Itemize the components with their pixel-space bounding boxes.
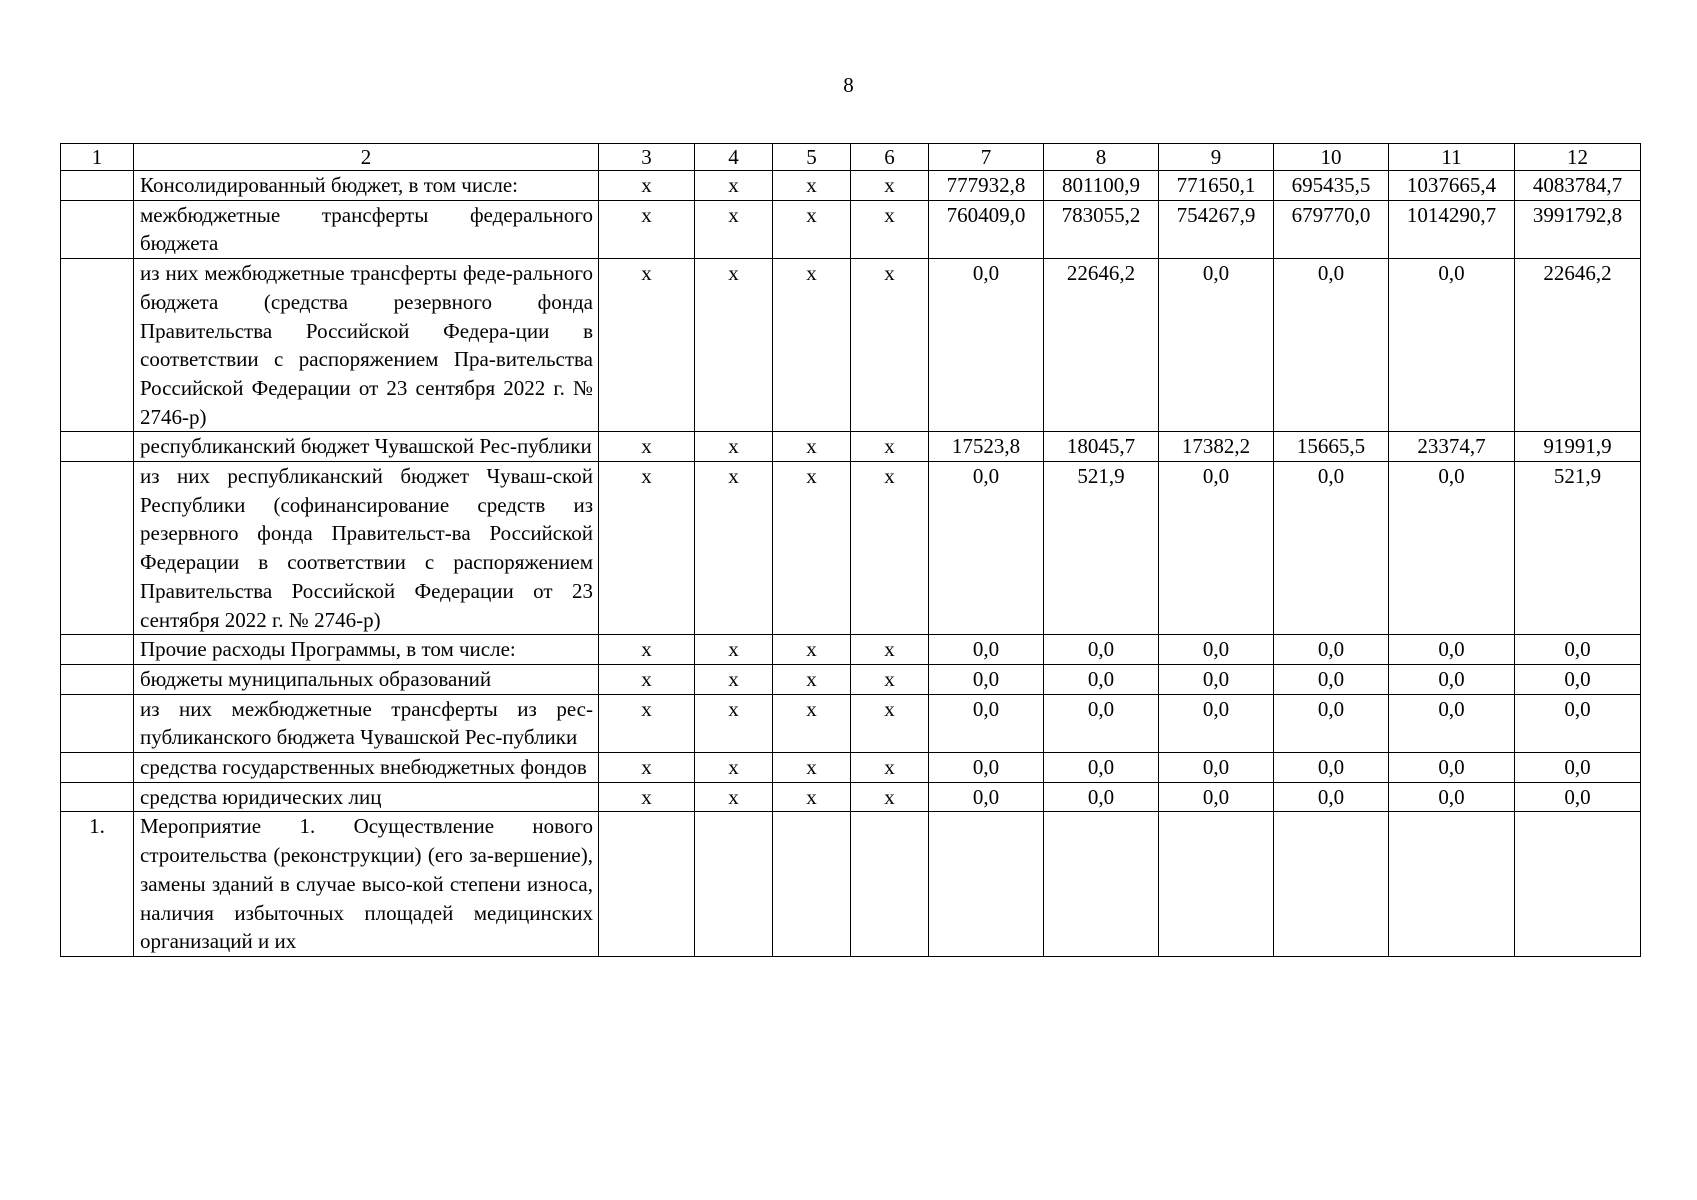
header-cell-4: 4 <box>695 144 773 171</box>
row-code-cell: х <box>695 635 773 665</box>
row-code-cell: х <box>695 259 773 432</box>
row-code-cell: х <box>695 664 773 694</box>
row-value-cell: 22646,2 <box>1515 259 1641 432</box>
row-value-cell: 0,0 <box>929 782 1044 812</box>
row-value-cell: 0,0 <box>1159 462 1274 635</box>
row-code-cell: х <box>851 259 929 432</box>
row-value-cell: 679770,0 <box>1274 200 1389 258</box>
row-value-cell: 0,0 <box>1159 635 1274 665</box>
table-row <box>61 782 1641 812</box>
row-number-cell <box>61 462 134 635</box>
row-code-cell: х <box>773 171 851 201</box>
row-value-cell: 783055,2 <box>1044 200 1159 258</box>
row-code-cell: х <box>851 462 929 635</box>
row-code-cell: х <box>773 694 851 752</box>
header-cell-11: 11 <box>1389 144 1515 171</box>
row-code-cell: х <box>599 200 695 258</box>
row-value-cell: 0,0 <box>1515 664 1641 694</box>
header-cell-8: 8 <box>1044 144 1159 171</box>
row-description-cell: бюджеты муниципальных образований <box>134 664 599 694</box>
row-code-cell: х <box>851 432 929 462</box>
row-value-cell: 0,0 <box>929 694 1044 752</box>
row-number-cell <box>61 664 134 694</box>
row-value-cell: 4083784,7 <box>1515 171 1641 201</box>
row-code-cell: х <box>599 171 695 201</box>
header-cell-5: 5 <box>773 144 851 171</box>
row-value-cell <box>1044 812 1159 957</box>
row-description-cell: межбюджетные трансферты федерального бюджета <box>134 200 599 258</box>
row-description-cell: из них межбюджетные трансферты феде-рального бюджета (средства резервного фонда Правительства Российской Федера-ции в соответствии с распоряжением Пра-вительства Российской Федерации от 23 сентября 2022 г. № 2746-р) <box>134 259 599 432</box>
header-cell-10: 10 <box>1274 144 1389 171</box>
row-code-cell: х <box>773 782 851 812</box>
row-code-cell <box>851 812 929 957</box>
row-code-cell: х <box>851 694 929 752</box>
row-description-cell: Мероприятие 1. Осуществление нового строительства (реконструкции) (его за-вершение), замены зданий в случае высо-кой степени износа, наличия избыточных площадей медицинских организаций и их <box>134 812 599 957</box>
row-description-cell: средства юридических лиц <box>134 782 599 812</box>
row-value-cell: 0,0 <box>1389 259 1515 432</box>
row-value-cell: 0,0 <box>1515 635 1641 665</box>
row-value-cell: 0,0 <box>1044 753 1159 783</box>
row-code-cell: х <box>773 259 851 432</box>
row-code-cell: х <box>599 753 695 783</box>
row-number-cell <box>61 259 134 432</box>
table-row <box>61 432 1641 462</box>
row-value-cell: 0,0 <box>1044 664 1159 694</box>
row-value-cell: 0,0 <box>1044 635 1159 665</box>
row-value-cell: 771650,1 <box>1159 171 1274 201</box>
row-value-cell: 18045,7 <box>1044 432 1159 462</box>
row-code-cell: х <box>695 171 773 201</box>
row-description-cell: Прочие расходы Программы, в том числе: <box>134 635 599 665</box>
header-cell-3: 3 <box>599 144 695 171</box>
table-row <box>61 694 1641 752</box>
row-value-cell: 0,0 <box>1274 664 1389 694</box>
row-value-cell: 3991792,8 <box>1515 200 1641 258</box>
row-value-cell: 0,0 <box>1389 694 1515 752</box>
row-code-cell: х <box>599 635 695 665</box>
row-code-cell: х <box>695 462 773 635</box>
row-value-cell: 0,0 <box>1159 259 1274 432</box>
row-code-cell: х <box>773 462 851 635</box>
row-value-cell: 0,0 <box>1274 635 1389 665</box>
row-code-cell: х <box>695 753 773 783</box>
row-value-cell: 695435,5 <box>1274 171 1389 201</box>
row-code-cell: х <box>773 200 851 258</box>
row-value-cell: 0,0 <box>1515 694 1641 752</box>
header-cell-9: 9 <box>1159 144 1274 171</box>
row-code-cell: х <box>851 200 929 258</box>
table-row <box>61 812 1641 957</box>
row-value-cell: 760409,0 <box>929 200 1044 258</box>
row-code-cell: х <box>851 171 929 201</box>
row-code-cell: х <box>599 432 695 462</box>
row-value-cell: 521,9 <box>1044 462 1159 635</box>
row-code-cell: х <box>599 462 695 635</box>
row-description-cell: республиканский бюджет Чувашской Рес-публики <box>134 432 599 462</box>
row-code-cell: х <box>695 694 773 752</box>
row-value-cell: 0,0 <box>1159 753 1274 783</box>
header-cell-2: 2 <box>134 144 599 171</box>
row-value-cell: 0,0 <box>1515 753 1641 783</box>
row-value-cell: 23374,7 <box>1389 432 1515 462</box>
row-code-cell: х <box>851 664 929 694</box>
row-number-cell <box>61 635 134 665</box>
row-value-cell: 22646,2 <box>1044 259 1159 432</box>
row-value-cell: 777932,8 <box>929 171 1044 201</box>
page-number: 8 <box>843 73 854 97</box>
row-code-cell: х <box>599 782 695 812</box>
header-cell-7: 7 <box>929 144 1044 171</box>
row-value-cell: 0,0 <box>1389 753 1515 783</box>
table-row <box>61 200 1641 258</box>
row-code-cell: х <box>599 694 695 752</box>
row-value-cell: 0,0 <box>1515 782 1641 812</box>
row-value-cell <box>1159 812 1274 957</box>
row-value-cell: 0,0 <box>929 753 1044 783</box>
row-value-cell: 521,9 <box>1515 462 1641 635</box>
row-value-cell: 17382,2 <box>1159 432 1274 462</box>
row-value-cell: 0,0 <box>1389 782 1515 812</box>
table-row <box>61 462 1641 635</box>
row-code-cell <box>695 812 773 957</box>
row-description-cell: Консолидированный бюджет, в том числе: <box>134 171 599 201</box>
row-value-cell: 0,0 <box>1389 462 1515 635</box>
row-value-cell: 0,0 <box>929 462 1044 635</box>
row-description-cell: из них межбюджетные трансферты из рес-публиканского бюджета Чувашской Рес-публики <box>134 694 599 752</box>
row-value-cell: 0,0 <box>1044 782 1159 812</box>
row-value-cell: 91991,9 <box>1515 432 1641 462</box>
budget-table <box>60 143 1641 957</box>
row-value-cell: 0,0 <box>1274 782 1389 812</box>
row-code-cell: х <box>695 432 773 462</box>
row-value-cell: 801100,9 <box>1044 171 1159 201</box>
row-value-cell: 0,0 <box>1274 694 1389 752</box>
header-cell-1: 1 <box>61 144 134 171</box>
row-code-cell: х <box>851 782 929 812</box>
row-value-cell: 0,0 <box>1044 694 1159 752</box>
row-number-cell <box>61 753 134 783</box>
row-value-cell: 0,0 <box>1159 782 1274 812</box>
row-number-cell <box>61 782 134 812</box>
row-code-cell: х <box>773 753 851 783</box>
row-number-cell: 1. <box>61 812 134 957</box>
row-value-cell: 0,0 <box>1274 753 1389 783</box>
row-value-cell: 0,0 <box>1389 635 1515 665</box>
row-value-cell <box>1515 812 1641 957</box>
row-value-cell: 0,0 <box>1389 664 1515 694</box>
row-number-cell <box>61 432 134 462</box>
table-row <box>61 635 1641 665</box>
row-description-cell: средства государственных внебюджетных фондов <box>134 753 599 783</box>
row-value-cell: 0,0 <box>1274 259 1389 432</box>
row-code-cell: х <box>773 432 851 462</box>
row-value-cell <box>1274 812 1389 957</box>
row-code-cell: х <box>773 635 851 665</box>
row-value-cell: 1037665,4 <box>1389 171 1515 201</box>
row-code-cell <box>599 812 695 957</box>
row-value-cell <box>929 812 1044 957</box>
header-cell-6: 6 <box>851 144 929 171</box>
row-code-cell: х <box>599 259 695 432</box>
row-value-cell: 15665,5 <box>1274 432 1389 462</box>
row-code-cell: х <box>773 664 851 694</box>
row-code-cell: х <box>851 635 929 665</box>
row-value-cell: 0,0 <box>929 635 1044 665</box>
table-row <box>61 753 1641 783</box>
row-value-cell: 0,0 <box>929 664 1044 694</box>
row-value-cell: 1014290,7 <box>1389 200 1515 258</box>
row-number-cell <box>61 694 134 752</box>
row-description-cell: из них республиканский бюджет Чуваш-ской Республики (софинансирование средств из резервного фонда Правительст-ва Российской Федерации в соответствии с распоряжением Правительства Российской Федерации от 23 сентября 2022 г. № 2746-р) <box>134 462 599 635</box>
row-code-cell: х <box>695 200 773 258</box>
table-row <box>61 259 1641 432</box>
row-code-cell <box>773 812 851 957</box>
header-cell-12: 12 <box>1515 144 1641 171</box>
table-header-row <box>61 144 1641 171</box>
row-value-cell <box>1389 812 1515 957</box>
row-value-cell: 0,0 <box>1159 664 1274 694</box>
row-value-cell: 0,0 <box>929 259 1044 432</box>
row-number-cell <box>61 200 134 258</box>
table-row <box>61 171 1641 201</box>
row-number-cell <box>61 171 134 201</box>
row-code-cell: х <box>599 664 695 694</box>
row-value-cell: 0,0 <box>1159 694 1274 752</box>
table-row <box>61 664 1641 694</box>
row-code-cell: х <box>695 782 773 812</box>
row-code-cell: х <box>851 753 929 783</box>
row-value-cell: 754267,9 <box>1159 200 1274 258</box>
row-value-cell: 0,0 <box>1274 462 1389 635</box>
row-value-cell: 17523,8 <box>929 432 1044 462</box>
